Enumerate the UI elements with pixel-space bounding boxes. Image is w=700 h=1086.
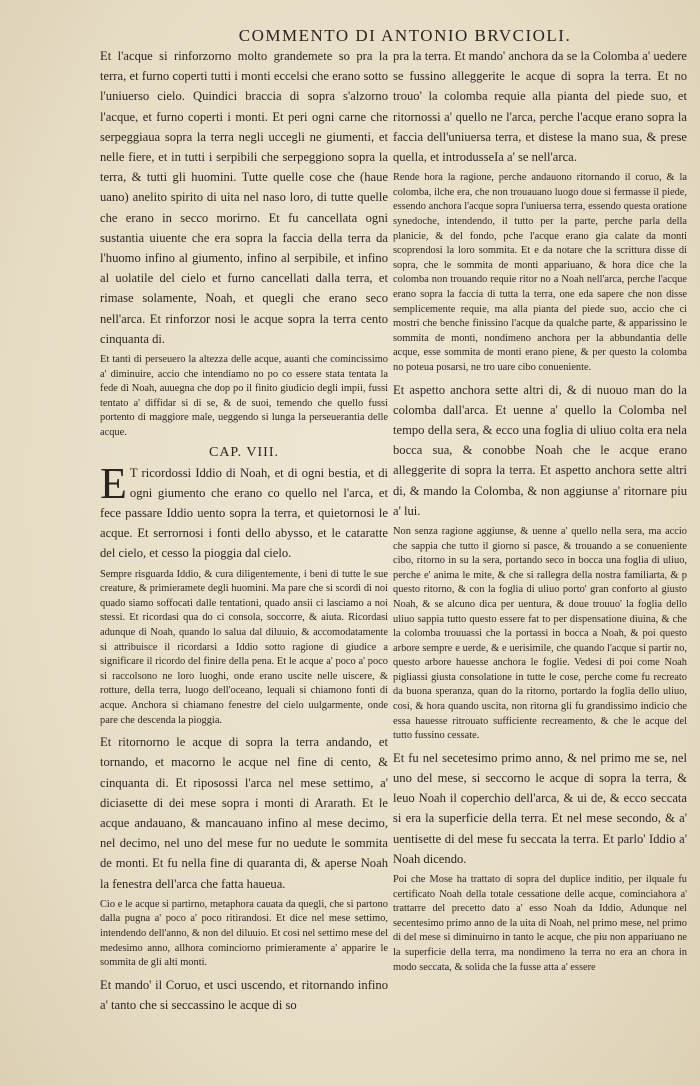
chapter-heading: CAP. VIII. xyxy=(208,444,280,460)
commentary-paragraph: Cio e le acque si partirno, metaphora cauata da quegli, che si partono dalla pugna a' poco a' poco ritirandosi. Et dice nel mese settimo, intendendo dell'anno, & non del diluuio. Et cosi nel settimo mese del medesimo anno, allhora cominciorno primieramente a' apparire le sommita de gli alti monti. xyxy=(100,898,388,969)
scripture-paragraph: Et aspetto anchora sette altri di, & di nuouo man do la colomba dall'arca. Et uenne a' quello la Colomba nel tempo della sera, & ecco una foglia di uliuo colta era nela bocca sua, & conobbe Noah che le acque erano alleggerite di sopra la terra. Et aspetto anchora sette altri di, & mando la Colomba, & non aggiunse a' ritornare piu a' lui. xyxy=(393,382,687,518)
commentary-paragraph: Rende hora la ragione, perche andauono ritornando il coruo, & la colomba, ilche era, che non trouauano luogo doue si fermasse il piede, essendo anchora l'acque sopra l'uniuersa terra, essendo questa oratione synedoche, intendendo, il tutto per la parte, perche parla della planicie, & del fondo, pche l'acque erano gia calate da monti scoprendosi la loro sommita. Et e da notare che la scrittura disse di sopra, che le sommita de monti appariuano, & hora dice che la colomba non trouando requie ritor no a Noah nell'arca, perche l'acque erano sopra la faccia di tutta la terra, one eda sapere che non disse semplicemente requie, ma alla pianta del piede suo, accio che ci mostri che benche finissino l'acque da qualche parte, & apparissino le sommita de monti, nondimeno anchora per la abbundantia delle acque, esse sommita de monti erano piene, & per questo la colomba no poteua posarsi, ne tro uare cibo conueniente. xyxy=(393,172,687,373)
commentary-paragraph: Et tanti di perseuero la altezza delle acque, auanti che comincissimo a' diminuire, accio che intendiamo no po co essere stata tentata la fede di Noah, auuegna che dop po il finito giudicio degli impii, fussi tentato a' diffidar si di se, & de suoi, temendo che quello fussi portento di maggiore male, ueggendo si lunga la perseuerantia delle acque. xyxy=(100,354,388,439)
commentary-paragraph: Non senza ragione aggiunse, & uenne a' quello nella sera, ma accio che sappia che tutto il giorno si pasce, & trouando a se conueniente cibo, ritorno in su la sera, portando seco in bocca una foglia di uliuo, perche e' anima le mite, & che si rallegra della nostra familiarta, & p questo ritorno, & con la foglia di uliuo porto' gran conforto al giusto Noah, & se alcuno dica per uentura, & doue trouuo' la foglia dello uliuo sappia tutto questo essere fat to per dispensatione diuina, & che la colomba trouuassi che la portassi in bocca a Noah, & poi questo arbore sempre e uerde, & e uerisimile, che quando l'acque si partir no, questo arbore hauesse anchora le foglie. Vedesi di poi come Noah pigliassi giusta consolatione in tutte le cose, perche come fu recreato da buona speranza, quan do la ritorno, portardo la foglia dello uliuo, cosi, & hora quando uscita, non ritorna gli fu grandissimo indicio che essa hauesse ritrouato sufficiente recreamento, & che le acque del tutto fussino cessate. xyxy=(393,525,687,742)
left-column xyxy=(100,46,388,1019)
drop-cap: E xyxy=(100,458,127,508)
scripture-paragraph: Et mando' il Coruo, et usci uscendo, et ritornando infino a' tanto che si seccassino le acque di so xyxy=(100,977,388,1012)
running-header: COMMENTO DI ANTONIO BRVCIOLI. xyxy=(238,26,572,45)
right-column xyxy=(393,46,687,979)
chapter-opening-text: T ricordossi Iddio di Noah, et di ogni bestia, et di ogni giumento che erano co quello nel l'arca, et fece passare Iddio uento sopra la terra, et quietornosi le acque. Et serrornosi i fonti dello abysso, et le cataratte del cielo, et cesso la pioggia dal cielo. xyxy=(100,465,388,561)
scripture-paragraph: Et l'acque si rinforzorno molto grandemete so pra la terra, et furno coperti tutti i monti eccelsi che erano sotto l'uniuerso cielo. Quindici braccia di sopra s'alzorno l'acque, et furno coperti i monti. Et peri ogni carne che serpeggiaua sopra la terra negli uccegli ne giumenti, et nelle fiere, et in tutti i serpibili che serpeggiono sopra la terra, & tutti gli huomini. Tutte quelle cose che (haue uano) anelito spirito di uita nel naso loro, di tutte quelle che erano in secco morirno. Et fu cancellata ogni sustantia uiuente che era sopra la faccia della terra da l'huomo infino al giumento, infino al serpibile, et infino al uolatile del cielo et furno cancellati dalla terra, et rimase solamente, Noah, et quegli che erano seco nell'arca. Et rinforzor nosi le acque sopra la terra cento cinquanta di. xyxy=(100,49,388,346)
commentary-paragraph: Poi che Mose ha trattato di sopra del duplice inditio, per ilquale fu certificato Noah della totale cessatione delle acque, cominciahora a' trattarre del precetto dato a' esso Noah da Iddio, Adunque nel secentesimo primo anno de la uita di Noah, nel primo mese, nel primo di del mese si diminuirno in tanto le acque, che piu non appariuano ne la superficie della terra, ma nondimeno la terra no era an chora in modo seccata, & solida che la fusse atta a' essere xyxy=(393,874,687,973)
commentary-paragraph: Sempre risguarda Iddio, & cura diligentemente, i beni di tutte le sue creature, & primieramete degli huomini. Ma pare che si scordi di noi quado siamo soffocati dalle tentationi, quado ansii ci lasciamo a noi stessi. Et ricordasi qua do ci consola, soccorre, & aiuta. Ricordasi adunque di Noah, quando lo salua dal diluuio, & accomodatamente si attribuisce il ricordarsi a Iddio sotto ragione di giudice a significare il ricordo del finire della pena. Et le acque a' poco a' poco si raccolsono ne loro luoghi, onde erano uscite nelle uiscere, & rotture, della terra, luogo dell'oceano, lequali si chiamono fonti di acque. Anchora si chiamano fenestre del cielo uulgarmente, onde pare che descenda la pioggia. xyxy=(100,568,388,726)
scripture-paragraph: pra la terra. Et mando' anchora da se la Colomba a' uedere se fussino alleggerite le acque di sopra la terra. Et no trouo' la colomba requie alla pianta del piede suo, et ritornossi a' quello ne l'arca, perche l'acque erano sopra la faccia dell'uniuersa terra, et distese la mano sua, & prese quella, et introdusseIa a' se nell'arca. xyxy=(393,49,687,165)
chapter-opening-paragraph xyxy=(100,458,388,564)
scripture-paragraph: Et fu nel secetesimo primo anno, & nel primo me se, nel uno del mese, si seccorno le acque di sopra la terra, & leuo Noah il coperchio dell'arca, & ui de, & ecco seccata si era la superficie della terra. Et nel mese secondo, & a' uentisette di del mese fu seccata la terra. Et parlo' Iddio a' Noah dicendo. xyxy=(393,750,687,866)
scripture-paragraph: Et ritornorno le acque di sopra la terra andando, et tornando, et macorno le acque nel fine di cento, & cinquanta di. Et riposossi l'arca nel mese settimo, a' diciasette di dei mese sopra i monti di Ararath. Et le acque andauano, & mancauano infino al mese decimo, nel decimo, nel uno del mese fur no uedute le sommita de monti. Et fu nella fine di quaranta di, & aperse Noah la fenestra dell'arca che fatta haueua. xyxy=(100,735,388,891)
